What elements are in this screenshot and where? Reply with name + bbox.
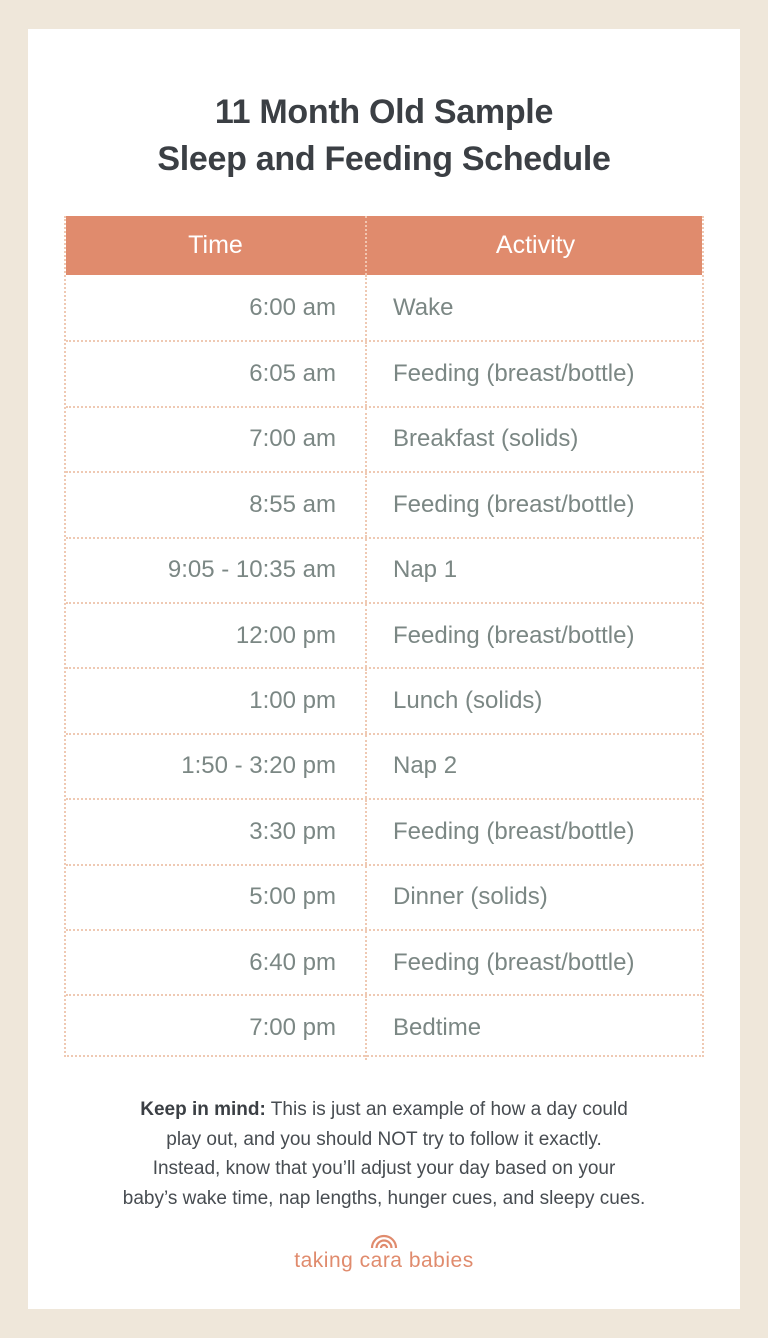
row-activity: Wake: [393, 293, 454, 321]
table-row: [66, 733, 702, 798]
column-divider: [365, 539, 367, 602]
schedule-table: [64, 216, 704, 1057]
column-divider: [365, 735, 367, 798]
row-activity: Nap 2: [393, 752, 458, 780]
row-time: 7:00 am: [249, 425, 336, 453]
note-line-3: Instead, know that you’ll adjust your day based on your: [152, 1158, 616, 1179]
table-row: [66, 864, 702, 929]
table-row: [66, 406, 702, 471]
column-divider: [365, 866, 367, 929]
column-divider: [365, 473, 367, 536]
row-activity: Feeding (breast/bottle): [393, 490, 635, 518]
note-line-2: play out, and you should NOT try to follow it exactly.: [166, 1128, 602, 1150]
table-row: [66, 340, 702, 405]
row-activity: Feeding (breast/bottle): [393, 621, 635, 649]
row-time: 8:55 am: [249, 490, 336, 518]
row-time: 9:05 - 10:35 am: [167, 556, 336, 584]
table-row: [66, 602, 702, 667]
column-divider: [365, 604, 367, 667]
row-time: 6:05 am: [249, 360, 336, 388]
brand-logo: [28, 1231, 740, 1273]
row-time: 1:50 - 3:20 pm: [181, 752, 336, 780]
title-line-1: 11 Month Old Sample: [214, 93, 554, 131]
row-time: 6:40 pm: [249, 948, 336, 976]
table-header: [66, 216, 702, 275]
column-divider: [365, 800, 367, 863]
column-divider: [365, 669, 367, 732]
row-time: 12:00 pm: [235, 621, 336, 649]
row-time: 5:00 pm: [249, 883, 336, 911]
table-row: [66, 275, 702, 340]
column-divider: [365, 342, 367, 405]
column-divider: [365, 408, 367, 471]
row-time: 7:00 pm: [249, 1013, 336, 1041]
brand-name: taking cara babies: [294, 1249, 474, 1272]
table-row: [66, 929, 702, 994]
column-divider: [365, 996, 367, 1059]
rainbow-icon: [369, 1231, 399, 1249]
row-activity: Dinner (solids): [393, 883, 548, 911]
table-row: [66, 798, 702, 863]
row-time: 1:00 pm: [249, 687, 336, 715]
header-time: Time: [188, 231, 243, 259]
row-activity: Nap 1: [393, 556, 458, 584]
table-row: [66, 667, 702, 732]
schedule-card: [28, 29, 740, 1309]
column-divider: [365, 275, 367, 340]
column-divider: [365, 931, 367, 994]
note-line-4: baby’s wake time, nap lengths, hunger cues, and sleepy cues.: [122, 1187, 646, 1209]
row-time: 3:30 pm: [249, 817, 336, 845]
keep-in-mind-note: [28, 1095, 740, 1213]
table-row: [66, 994, 702, 1059]
note-line-1: This is just an example of how a day could: [265, 1099, 628, 1120]
row-time: 6:00 am: [249, 293, 336, 321]
table-body: [66, 275, 702, 1060]
title-line-2: Sleep and Feeding Schedule: [157, 140, 611, 178]
table-row: [66, 537, 702, 602]
page-title: [28, 89, 740, 183]
note-label: Keep in mind:: [140, 1099, 266, 1120]
row-activity: Breakfast (solids): [393, 425, 579, 453]
row-activity: Feeding (breast/bottle): [393, 948, 635, 976]
row-activity: Lunch (solids): [393, 687, 543, 715]
row-activity: Feeding (breast/bottle): [393, 360, 635, 388]
table-row: [66, 471, 702, 536]
row-activity: Feeding (breast/bottle): [393, 817, 635, 845]
row-activity: Bedtime: [393, 1013, 482, 1041]
header-activity: Activity: [495, 231, 576, 259]
